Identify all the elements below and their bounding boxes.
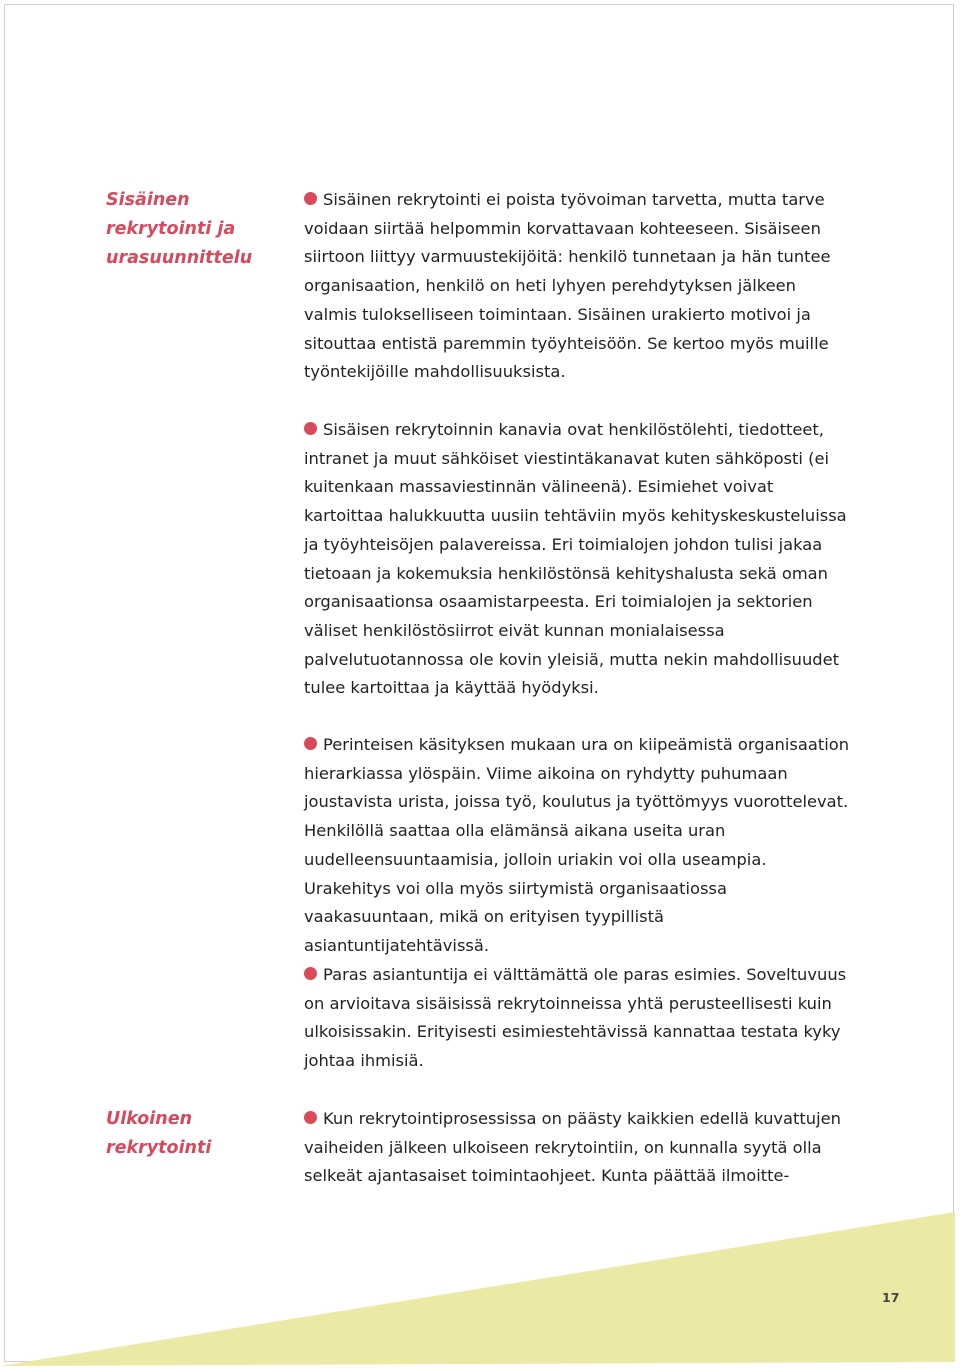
paragraph-2-text: Sisäisen rekrytoinnin kanavia ovat henkilöstölehti, tiedotteet, intranet ja muut sähköiset viestintäkanavat kuten sähköposti (ei kuitenkaan massaviestinnän välineenä). Esimiehet voivat kartoittaa halukkuutta uusiin tehtäviin myös kehityskeskusteluissa ja työyhteisöjen palavereissa. Eri toimialojen johdon tulisi jakaa tietoaan ja kokemuksia henkilöstönsä kehityshalusta sekä oman organisaationsa osaamistarpeesta. Eri toimialojen ja sektorien väliset henkilöstösiirrot eivät kunnan monialaisessa palvelutuotannossa ole kovin yleisiä, mutta nekin mahdollisuudet tulee kartoittaa ja käyttää hyödyksi. [304, 420, 847, 698]
paragraph-3-text: Perinteisen käsityksen mukaan ura on kiipeämistä organisaation hierarkiassa ylöspäin. Viime aikoina on ryhdytty puhumaan joustavista urista, joissa työ, koulutus ja työttömyys vuorottelevat. Henkilöllä saattaa olla elämänsä aikana useita uran uudelleensuuntaamisia, jolloin uriakin voi olla useampia. Urakehitys voi olla myös siirtymistä organisaatiossa vaakasuuntaan, mikä on erityisen tyypillistä asiantuntijatehtävissä. [304, 735, 850, 955]
paragraph-5-text: Kun rekrytointiprosessissa on päästy kaikkien edellä kuvattujen vaiheiden jälkeen ulkoiseen rekrytointiin, on kunnalla syytä olla selkeät ajantasaiset toimintaohjeet. Kunta päättää ilmoitte- [304, 1109, 841, 1186]
paragraph-4-text: Paras asiantuntija ei välttämättä ole paras esimies. Soveltuvuus on arvioitava sisäisissä rekrytoinneissa yhtä perusteellisesti kuin ulkoisissakin. Erityisesti esimiestehtävissä kannattaa testata kyky johtaa ihmisiä. [304, 965, 847, 1071]
page-number: 17 [882, 1290, 900, 1305]
yellow-wedge-shape [0, 1212, 955, 1366]
section-heading-external-recruitment: Ulkoinen rekrytointi [106, 1109, 212, 1158]
section-heading-internal-recruitment: Sisäinen rekrytointi ja urasuunnittelu [106, 190, 253, 268]
paragraph-1-text: Sisäinen rekrytointi ei poista työvoiman tarvetta, mutta tarve voidaan siirtää helpommin korvattavaan kohteeseen. Sisäiseen siirtoon liittyy varmuustekijöitä: henkilö tunnetaan ja hän tuntee organisaation, henkilö on heti lyhyen perehdytyksen jälkeen valmis tulokselliseen toimintaan. Sisäinen urakierto motivoi ja sitouttaa entistä paremmin työyhteisöön. Se kertoo myös muille työntekijöille mahdollisuuksista. [304, 190, 831, 382]
